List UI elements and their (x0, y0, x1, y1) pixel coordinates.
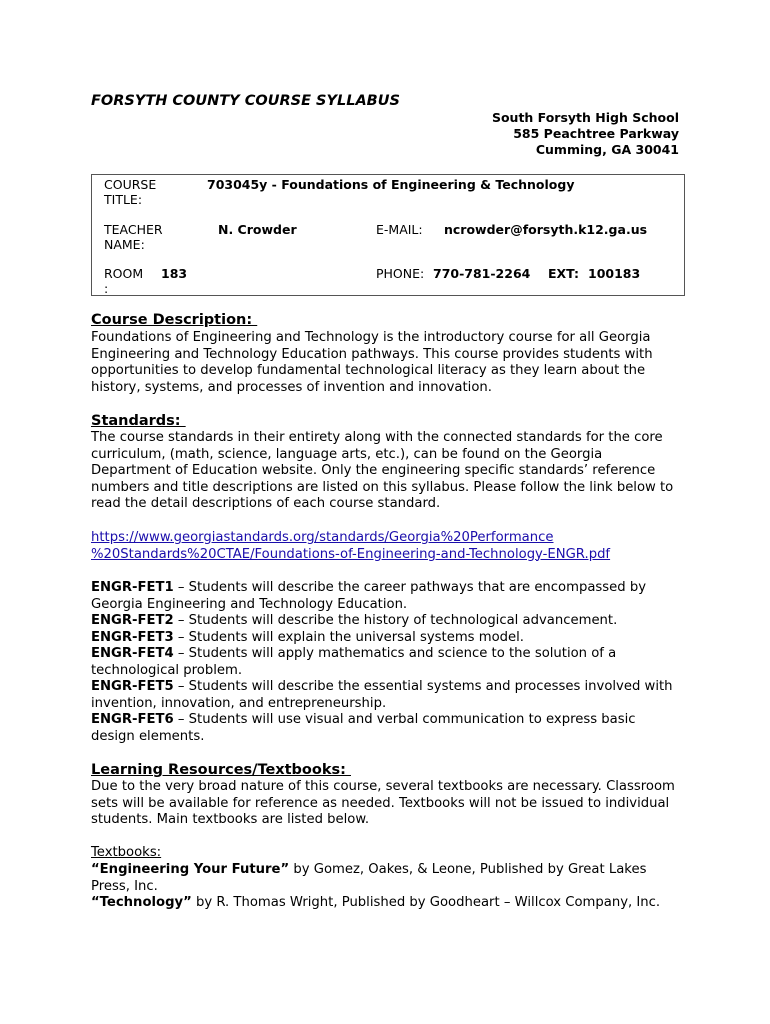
course-title-label-line2: TITLE: (104, 192, 143, 207)
standards-heading: Standards: (91, 413, 186, 429)
textbooks-list (91, 862, 683, 912)
course-title-label-line1: COURSE (104, 177, 157, 192)
standards-text: The course standards in their entirety along with the connected standards for the core curriculum, (math, science, language arts, etc.), can be found on the Georgia Department of Education website. Only the engineering specific standards’ reference numbers and title descriptions are listed on this syllabus. Please follow the link below to read the detail descriptions of each course standard. (91, 430, 674, 511)
textbooks-label: Textbooks: (91, 845, 162, 860)
room-value: 183 (161, 266, 188, 281)
teacher-label-line1: TEACHER (104, 222, 163, 237)
document-title: FORSYTH COUNTY COURSE SYLLABUS (91, 93, 400, 109)
email-label: E-MAIL: (376, 222, 423, 237)
course-description-text: Foundations of Engineering and Technology is the introductory course for all Georgia Engineering and Technology Education pathways. This course provides students with opportunities to develop fundamental technological literacy as they learn about the history, systems, and processes of invention and innovation. (91, 330, 653, 395)
course-title-label (104, 177, 156, 207)
course-description-heading: Course Description: (91, 312, 258, 328)
standard-item (91, 712, 683, 745)
standard-code: ENGR-FET4 (91, 646, 174, 661)
textbook-item (91, 862, 683, 895)
standards-list (91, 580, 683, 745)
standard-item (91, 646, 683, 679)
standard-text: – Students will explain the universal systems model. (173, 629, 524, 645)
textbook-title: “Engineering Your Future” (91, 862, 290, 877)
phone-value: 770-781-2264 (433, 266, 531, 281)
course-info-table (91, 174, 685, 296)
standard-text: – Students will apply mathematics and science to the solution of a technological problem. (91, 646, 617, 678)
standard-text: – Students will use visual and verbal communication to express basic design elements. (91, 712, 636, 744)
textbook-details: by Gomez, Oakes, & Leone, Published by Great Lakes Press, Inc. (91, 862, 647, 894)
standard-code: ENGR-FET3 (91, 629, 174, 645)
ext-label: EXT: (548, 266, 580, 281)
room-label (104, 266, 143, 296)
room-label-line1: ROOM (104, 266, 144, 281)
textbook-item (91, 895, 683, 912)
teacher-label-line2: NAME: (104, 237, 145, 252)
textbook-details: by R. Thomas Wright, Published by Goodheart – Willcox Company, Inc. (191, 895, 661, 910)
room-label-line2: : (104, 281, 109, 296)
standard-item (91, 580, 683, 613)
standard-code: ENGR-FET6 (91, 712, 174, 727)
school-name: South Forsyth High School (491, 110, 679, 125)
standard-item (91, 679, 683, 712)
resources-heading: Learning Resources/Textbooks: (91, 762, 351, 778)
course-title-value: 703045y - Foundations of Engineering & Technology (207, 177, 575, 192)
email-value[interactable]: ncrowder@forsyth.k12.ga.us (444, 222, 648, 237)
textbook-title: “Technology” (91, 895, 192, 910)
teacher-value: N. Crowder (218, 222, 297, 237)
standard-code: ENGR-FET5 (91, 679, 174, 694)
standard-text: – Students will describe the essential systems and processes involved with invention, innovation, and entrepreneurship. (91, 679, 673, 711)
standard-code: ENGR-FET2 (91, 613, 174, 628)
standard-item (91, 630, 683, 647)
phone-label: PHONE: (376, 266, 425, 281)
ext-value: 100183 (588, 266, 641, 281)
standards-link-line1[interactable]: https://www.georgiastandards.org/standards/Georgia%20Performance (91, 530, 554, 545)
school-street: 585 Peachtree Parkway (513, 126, 679, 141)
standards-link-line2[interactable]: %20Standards%20CTAE/Foundations-of-Engineering-and-Technology-ENGR.pdf (91, 546, 611, 562)
resources-text: Due to the very broad nature of this course, several textbooks are necessary. Classroom sets will be available for reference as needed. Textbooks will not be issued to individual students. Main textbooks are listed below. (91, 779, 675, 827)
teacher-label (104, 222, 163, 252)
standard-text: – Students will describe the career pathways that are encompassed by Georgia Engineering and Technology Education. (91, 580, 647, 612)
school-address (492, 110, 679, 158)
school-city: Cumming, GA 30041 (535, 142, 679, 157)
standard-item (91, 613, 683, 630)
standard-text: – Students will describe the history of technological advancement. (173, 613, 618, 628)
standard-code: ENGR-FET1 (91, 580, 174, 595)
standards-link[interactable] (91, 530, 681, 563)
